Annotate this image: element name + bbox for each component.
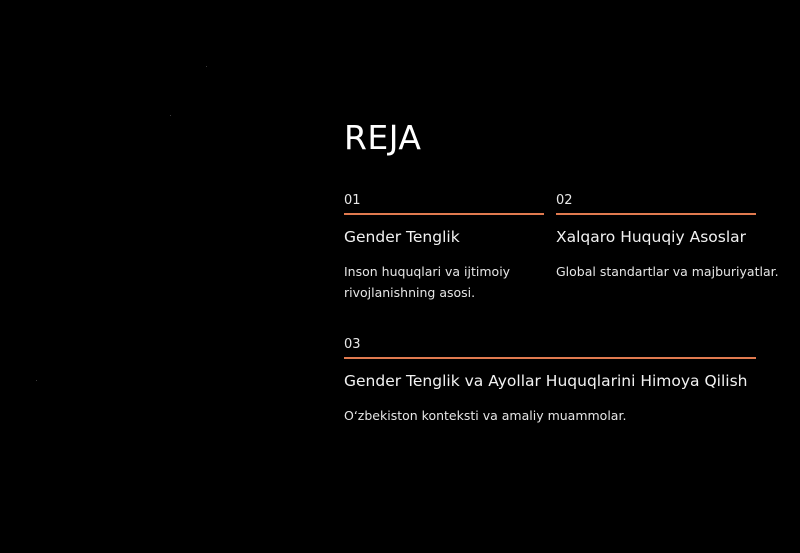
agenda-item-2 <box>556 193 779 282</box>
agenda-item-title: Gender Tenglik <box>344 228 460 246</box>
background-speck <box>170 115 171 116</box>
agenda-item-description: O‘zbekiston konteksti va amaliy muammolar. <box>344 408 627 423</box>
agenda-item-number: 02 <box>556 193 573 208</box>
agenda-item-number: 01 <box>344 193 361 208</box>
accent-divider <box>344 357 756 359</box>
agenda-item-description: Global standartlar va majburiyatlar. <box>556 264 779 279</box>
agenda-item-number: 03 <box>344 337 361 352</box>
agenda-item-1 <box>344 193 544 303</box>
background-speck <box>206 66 207 67</box>
accent-divider <box>344 213 544 215</box>
agenda-item-title: Gender Tenglik va Ayollar Huquqlarini Himoya Qilish <box>344 372 748 390</box>
agenda-item-title: Xalqaro Huquqiy Asoslar <box>556 228 747 246</box>
background-speck <box>36 380 37 381</box>
agenda-item-description: Inson huquqlari va ijtimoiy rivojlanishning asosi. <box>344 264 511 300</box>
agenda-item-3 <box>344 337 756 426</box>
accent-divider <box>556 213 756 215</box>
slide-title: REJA <box>344 118 422 157</box>
